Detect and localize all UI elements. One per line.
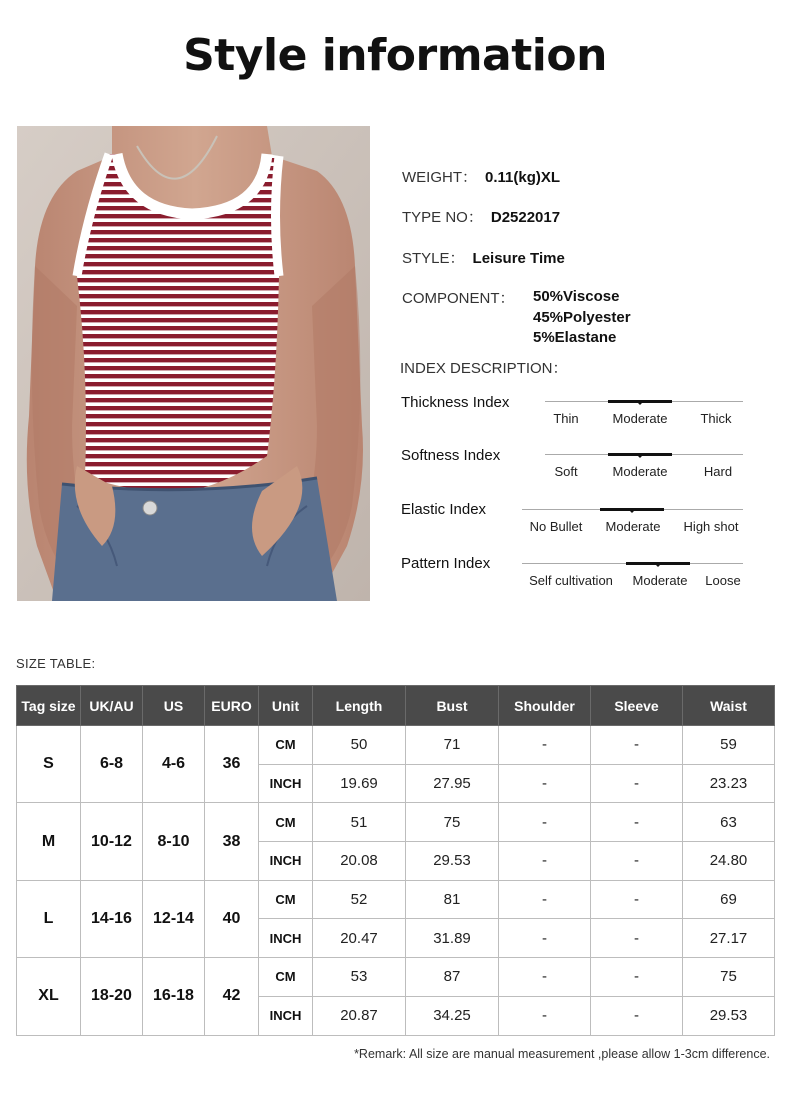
weight-row [402,166,560,187]
cell-length: 20.87 [313,996,406,1035]
table-row [17,803,775,842]
page-title: Style information [183,30,607,81]
cell-sleeve: - [591,726,683,765]
header-tag-size: Tag size [17,686,81,726]
pattern-index-label: Pattern Index [401,555,491,572]
cell-uk-au: 6-8 [81,726,143,803]
type-value: D2522017 [490,209,561,226]
cell-unit: CM [259,726,313,765]
cell-euro: 36 [205,726,259,803]
cell-unit: CM [259,803,313,842]
pattern-index-scale [522,563,743,593]
scale-pointer-icon [636,401,644,405]
header-uk-au: UK/AU [81,686,143,726]
header-bust: Bust [406,686,499,726]
scale-option-selected: Moderate [612,464,668,479]
cell-bust: 27.95 [406,764,499,803]
cell-euro: 40 [205,880,259,957]
cell-sleeve: - [591,803,683,842]
cell-euro: 38 [205,803,259,880]
header-us: US [143,686,205,726]
cell-waist: 24.80 [683,842,775,881]
cell-sleeve: - [591,958,683,997]
header-euro: EURO [205,686,259,726]
header-waist: Waist [683,686,775,726]
scale-option-selected: Moderate [612,411,668,426]
cell-unit: INCH [259,764,313,803]
cell-tag-size: M [17,803,81,880]
cell-length: 53 [313,958,406,997]
weight-value: 0.11(kg)XL [485,169,561,186]
component-value: 5%Elastane [533,329,617,346]
cell-length: 19.69 [313,764,406,803]
cell-sleeve: - [591,842,683,881]
cell-sleeve: - [591,764,683,803]
scale-option: High shot [683,519,739,534]
product-photo [17,126,370,601]
style-label: STYLE： [402,250,465,267]
scale-pointer-icon [628,509,636,513]
cell-sleeve: - [591,880,683,919]
table-row [17,958,775,997]
cell-unit: INCH [259,996,313,1035]
cell-shoulder: - [499,803,591,842]
scale-option-selected: Moderate [605,519,661,534]
cell-bust: 29.53 [406,842,499,881]
scale-option: Soft [554,464,578,479]
type-row [402,206,560,227]
cell-length: 51 [313,803,406,842]
cell-length: 50 [313,726,406,765]
thickness-index-scale [545,401,743,431]
cell-waist: 27.17 [683,919,775,958]
component-value: 45%Polyester [533,308,631,326]
cell-us: 8-10 [143,803,205,880]
scale-option: Loose [705,573,741,588]
cell-sleeve: - [591,919,683,958]
scale-option: Thin [553,411,579,426]
cell-us: 12-14 [143,880,205,957]
size-table-header [17,686,775,726]
cell-bust: 75 [406,803,499,842]
cell-shoulder: - [499,726,591,765]
scale-pointer-icon [636,454,644,458]
cell-euro: 42 [205,958,259,1035]
size-table-label: SIZE TABLE: [16,656,96,671]
cell-bust: 87 [406,958,499,997]
elastic-index-label: Elastic Index [401,501,487,518]
softness-index-label: Softness Index [401,447,501,464]
weight-label: WEIGHT： [402,169,477,186]
index-description-label: INDEX DESCRIPTION： [400,360,568,377]
cell-shoulder: - [499,764,591,803]
cell-uk-au: 14-16 [81,880,143,957]
cell-waist: 75 [683,958,775,997]
cell-bust: 71 [406,726,499,765]
cell-us: 16-18 [143,958,205,1035]
style-value: Leisure Time [472,250,565,267]
header-shoulder: Shoulder [499,686,591,726]
cell-uk-au: 10-12 [81,803,143,880]
cell-shoulder: - [499,919,591,958]
cell-shoulder: - [499,880,591,919]
cell-bust: 81 [406,880,499,919]
component-row [402,287,515,308]
header-unit: Unit [259,686,313,726]
cell-us: 4-6 [143,726,205,803]
cell-length: 20.08 [313,842,406,881]
scale-option-selected: Moderate [632,573,688,588]
cell-shoulder: - [499,842,591,881]
softness-index-scale [545,454,743,484]
cell-waist: 29.53 [683,996,775,1035]
style-row [402,247,565,268]
cell-bust: 34.25 [406,996,499,1035]
cell-unit: INCH [259,919,313,958]
table-row [17,880,775,919]
header-sleeve: Sleeve [591,686,683,726]
cell-unit: CM [259,880,313,919]
cell-tag-size: S [17,726,81,803]
cell-length: 20.47 [313,919,406,958]
cell-shoulder: - [499,958,591,997]
cell-uk-au: 18-20 [81,958,143,1035]
size-table [16,685,775,1036]
scale-option: Self cultivation [529,573,613,588]
elastic-index-scale [522,509,743,539]
type-label: TYPE NO： [402,209,483,226]
cell-waist: 63 [683,803,775,842]
scale-pointer-icon [654,563,662,567]
scale-option: No Bullet [529,519,583,534]
cell-waist: 23.23 [683,764,775,803]
header-length: Length [313,686,406,726]
cell-waist: 59 [683,726,775,765]
cell-tag-size: XL [17,958,81,1035]
cell-unit: INCH [259,842,313,881]
cell-sleeve: - [591,996,683,1035]
cell-bust: 31.89 [406,919,499,958]
component-value: 50%Viscose [533,288,620,305]
cell-shoulder: - [499,996,591,1035]
component-label: COMPONENT： [402,290,515,307]
component-values [533,287,631,349]
cell-waist: 69 [683,880,775,919]
cell-length: 52 [313,880,406,919]
cell-tag-size: L [17,880,81,957]
thickness-index-label: Thickness Index [401,394,510,411]
remark-note: *Remark: All size are manual measurement ,please allow 1-3cm difference. [354,1047,770,1061]
scale-option: Hard [703,464,733,479]
cell-unit: CM [259,958,313,997]
scale-option: Thick [700,411,732,426]
table-row [17,726,775,765]
